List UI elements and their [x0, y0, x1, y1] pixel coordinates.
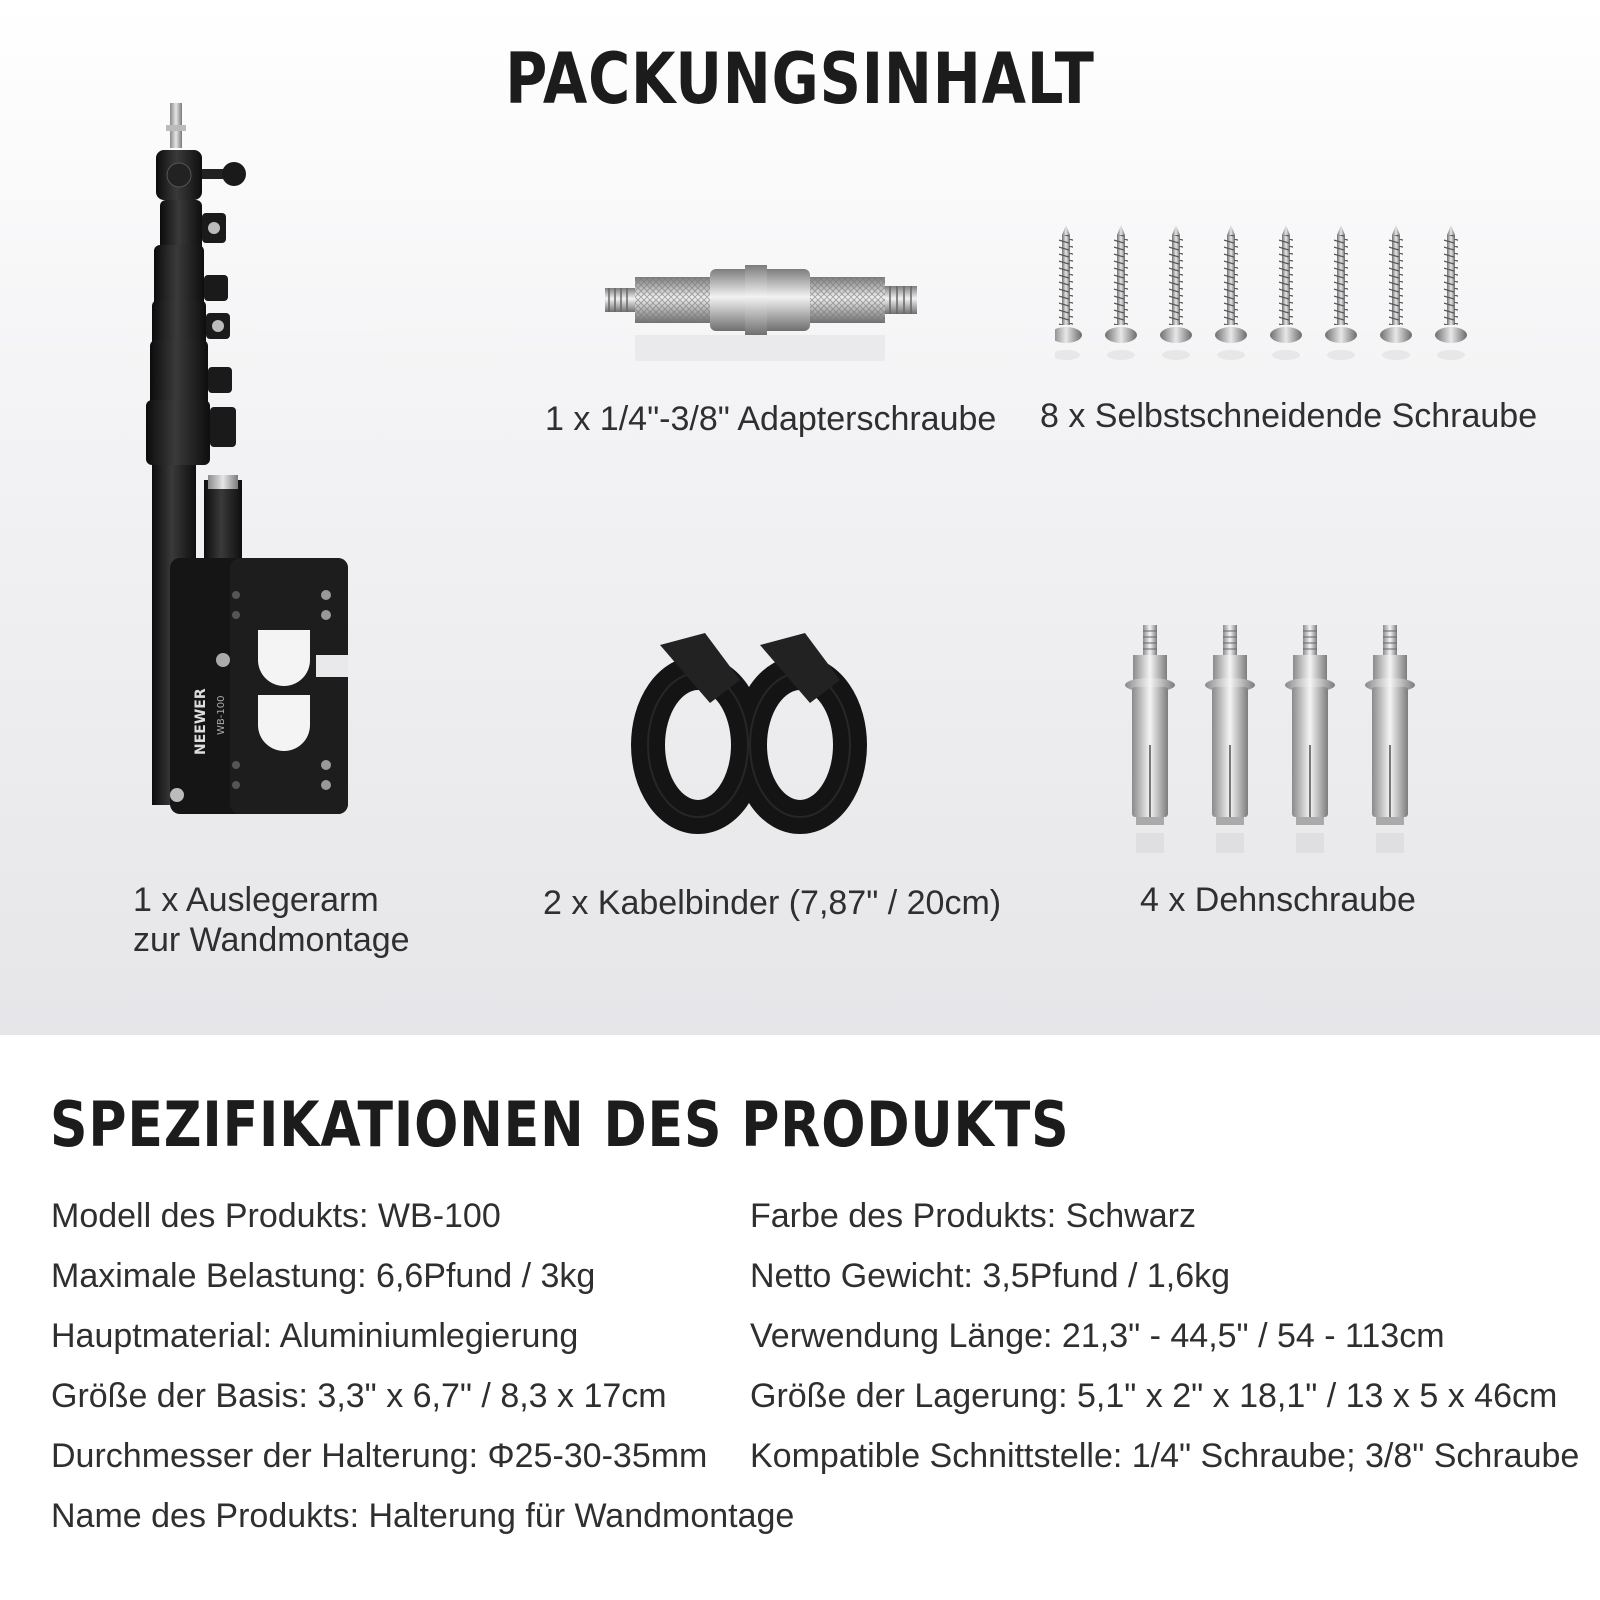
spec-base-size: Größe der Basis: 3,3" x 6,7" / 8,3 x 17cm — [51, 1377, 667, 1415]
spec-net-weight: Netto Gewicht: 3,5Pfund / 1,6kg — [750, 1257, 1231, 1295]
caption-expansion-bolt: 4 x Dehnschraube — [1140, 881, 1416, 919]
package-contents-title: PACKUNGSINHALT — [505, 38, 1095, 120]
caption-adapter-screw: 1 x 1/4"-3/8" Adapterschraube — [545, 400, 997, 438]
spec-interface: Kompatible Schnittstelle: 1/4" Schraube; 3/8" Schraube — [750, 1437, 1580, 1475]
expansion-bolt-icon — [1125, 625, 1435, 860]
spec-material: Hauptmaterial: Aluminiumlegierung — [51, 1317, 579, 1355]
spec-storage-size: Größe der Lagerung: 5,1" x 2" x 18,1" / 13 x 5 x 46cm — [750, 1377, 1558, 1415]
caption-boom-arm: 1 x Auslegerarm zur Wandmontage — [133, 881, 410, 959]
spec-max-load: Maximale Belastung: 6,6Pfund / 3kg — [51, 1257, 596, 1295]
spec-diameter: Durchmesser der Halterung: Φ25-30-35mm — [51, 1437, 708, 1475]
self-tapping-screw-icon — [1055, 225, 1495, 385]
spec-model: Modell des Produkts: WB-100 — [51, 1197, 501, 1235]
brand-logo: NEEWER — [193, 688, 209, 755]
spec-product-name: Name des Produkts: Halterung für Wandmontage — [51, 1497, 795, 1535]
specifications-title: SPEZIFIKATIONEN DES PRODUKTS — [50, 1088, 1070, 1161]
adapter-screw-icon — [605, 255, 920, 375]
boom-arm-icon — [130, 95, 370, 855]
caption-cable-tie: 2 x Kabelbinder (7,87" / 20cm) — [543, 884, 1002, 922]
spec-color: Farbe des Produkts: Schwarz — [750, 1197, 1196, 1235]
cable-tie-icon — [630, 625, 890, 840]
plate-model: WB-100 — [216, 695, 227, 735]
spec-usage-length: Verwendung Länge: 21,3" - 44,5" / 54 - 113cm — [750, 1317, 1445, 1355]
caption-self-tapping-screw: 8 x Selbstschneidende Schraube — [1040, 397, 1538, 435]
